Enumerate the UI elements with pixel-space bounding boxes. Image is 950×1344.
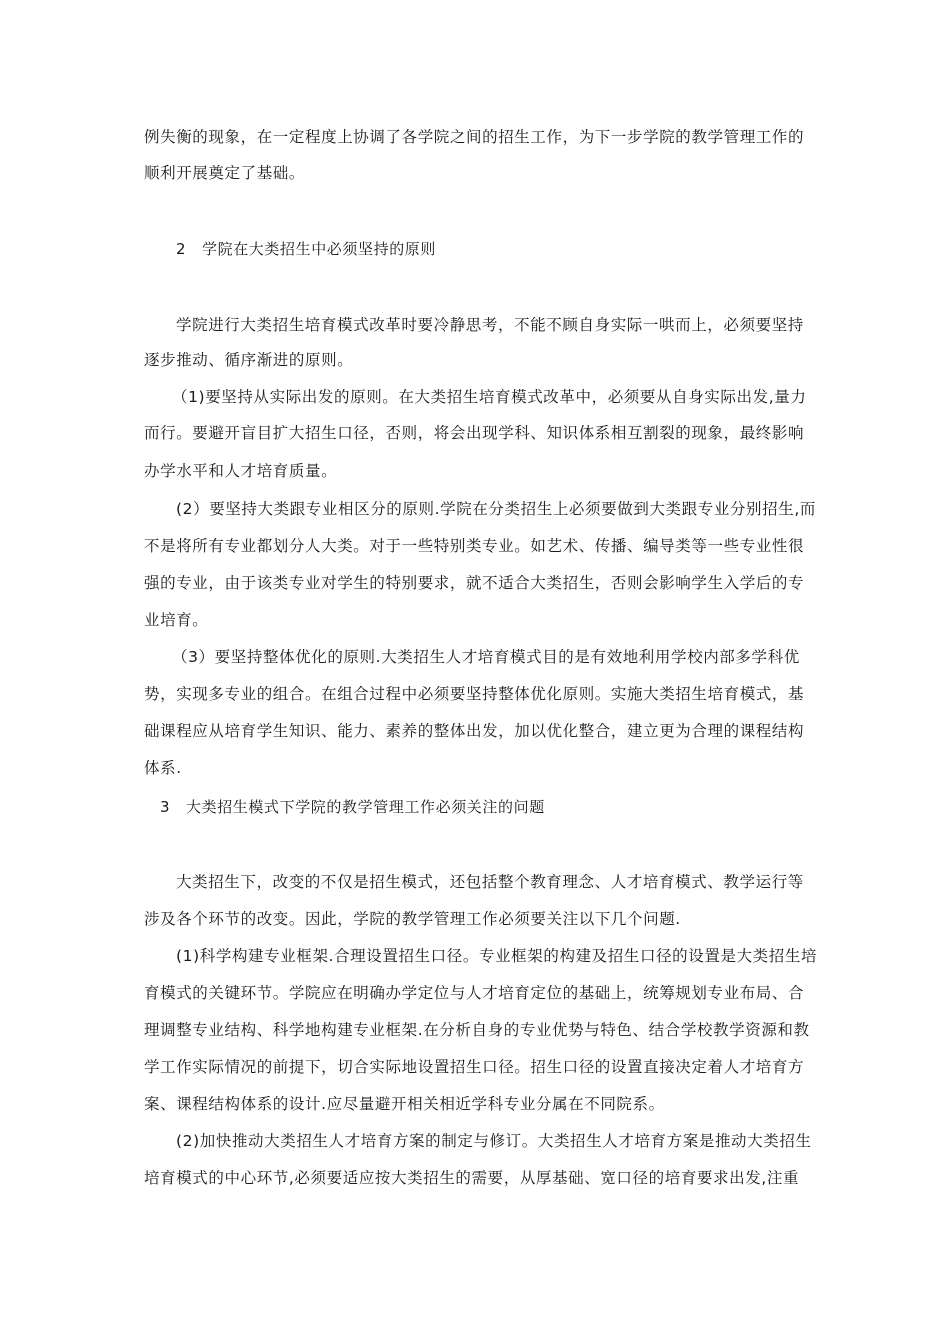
paragraph-line: （3）要坚持整体优化的原则.大类招生人才培育模式目的是有效地利用学校内部多学科优 [172,648,800,666]
paragraph-line: 而行。要避开盲目扩大招生口径，否则，将会出现学科、知识体系相互割裂的现象，最终影响 [144,424,805,442]
paragraph-line: 势，实现多专业的组合。在组合过程中必须要坚持整体优化原则。实施大类招生培育模式，基 [144,685,805,703]
paragraph-line: 大类招生下，改变的不仅是招生模式，还包括整个教育理念、人才培育模式、教学运行等 [176,873,804,891]
section-title: 学院在大类招生中必须坚持的原则 [202,240,437,258]
paragraph-line: 逐步推动、循序渐进的原则。 [144,351,354,369]
paragraph-line: 办学水平和人才培育质量。 [144,462,338,480]
section-title: 大类招生模式下学院的教学管理工作必须关注的问题 [186,798,545,816]
paragraph-line: 顺利开展奠定了基础。 [144,164,306,182]
paragraph-line: 学院进行大类招生培育模式改革时要冷静思考，不能不顾自身实际一哄而上，必须要坚持 [176,316,804,334]
paragraph-line: 例失衡的现象，在一定程度上协调了各学院之间的招生工作，为下一步学院的教学管理工作的 [144,128,805,146]
paragraph-line: 涉及各个环节的改变。因此，学院的教学管理工作必须要关注以下几个问题. [144,910,681,928]
section-number: 2 [176,240,187,258]
section-heading-3 [160,797,545,817]
paragraph-line: 理调整专业结构、科学地构建专业框架.在分析自身的专业优势与特色、结合学校教学资源和教 [144,1021,810,1039]
paragraph-line: 础课程应从培育学生知识、能力、素养的整体出发，加以优化整合，建立更为合理的课程结构 [144,722,805,740]
paragraph-line: (2)加快推动大类招生人才培育方案的制定与修订。大类招生人才培育方案是推动大类招生 [176,1132,812,1150]
paragraph-line: 强的专业，由于该类专业对学生的特别要求，就不适合大类招生，否则会影响学生入学后的专 [144,574,805,592]
paragraph-line: 业培育。 [144,611,209,629]
paragraph-line: 培育模式的中心环节,必须要适应按大类招生的需要，从厚基础、宽口径的培育要求出发,注重 [144,1169,800,1187]
paragraph-line: 体系. [144,759,182,777]
paragraph-line: (2）要坚持大类跟专业相区分的原则.学院在分类招生上必须要做到大类跟专业分别招生,而 [176,500,816,518]
section-number: 3 [160,798,171,816]
paragraph-line: 不是将所有专业都划分人大类。对于一些特别类专业。如艺术、传播、编导类等一些专业性很 [144,537,805,555]
paragraph-line: 案、课程结构体系的设计.应尽量避开相关相近学科专业分属在不同院系。 [144,1095,665,1113]
paragraph-line: (1)科学构建专业框架.合理设置招生口径。专业框架的构建及招生口径的设置是大类招生培 [176,947,818,965]
paragraph-line: （1)要坚持从实际出发的原则。在大类招生培育模式改革中，必须要从自身实际出发,量力 [172,388,807,406]
section-heading-2 [176,239,436,259]
paragraph-line: 学工作实际情况的前提下，切合实际地设置招生口径。招生口径的设置直接决定着人才培育方 [144,1058,805,1076]
paragraph-line: 育模式的关键环节。学院应在明确办学定位与人才培育定位的基础上，统筹规划专业布局、合 [144,984,805,1002]
